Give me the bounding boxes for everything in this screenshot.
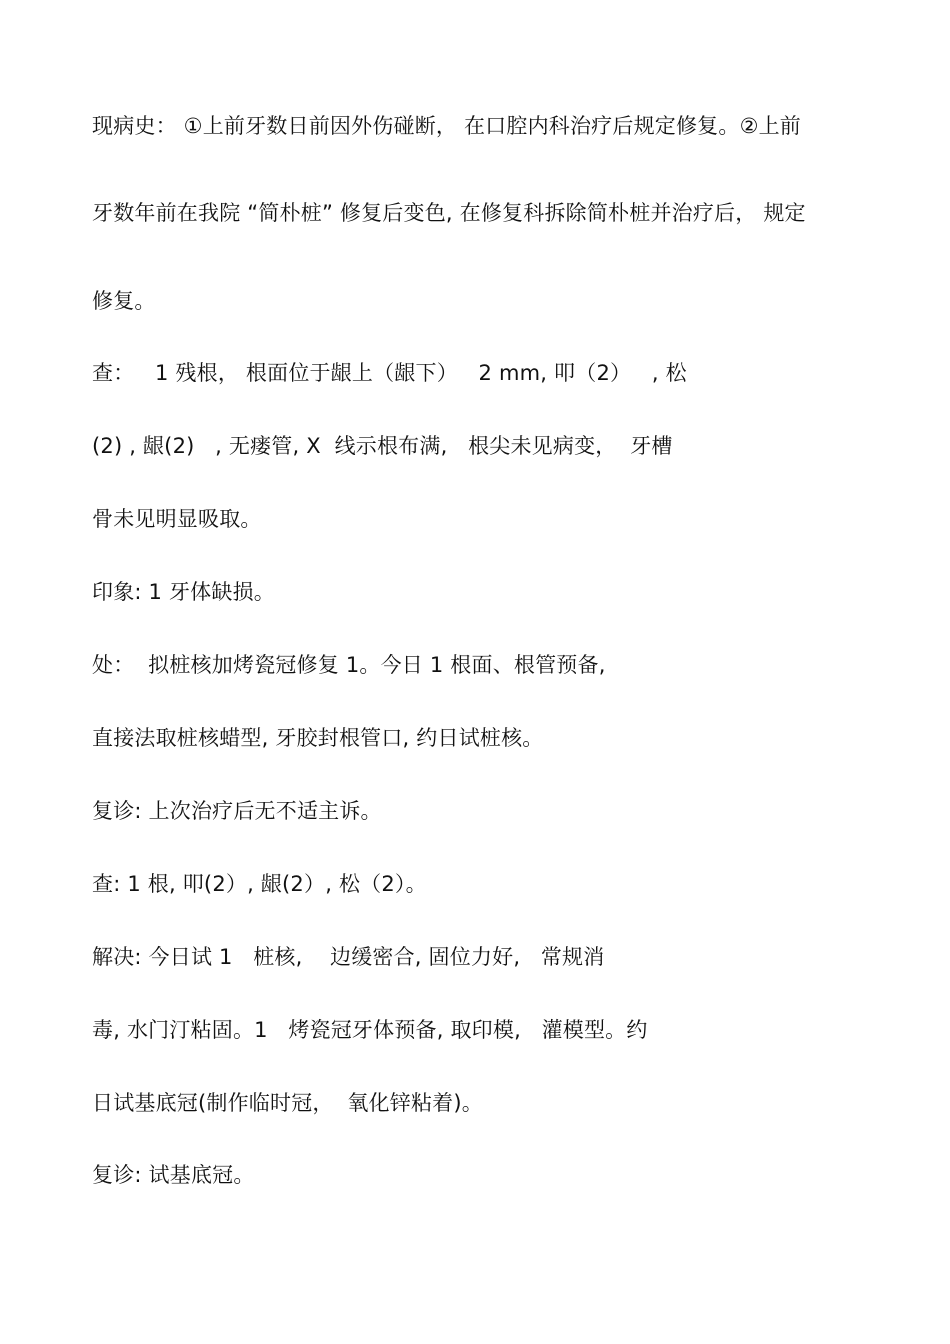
text-line: 骨未见明显吸取。	[92, 507, 262, 531]
text-line: 修复。	[92, 289, 156, 313]
text-line: 牙数年前在我院 “简朴桩” 修复后变色, 在修复科拆除简朴桩并治疗后， 规定	[92, 201, 806, 225]
text-line-follow-up: 复诊: 上次治疗后无不适主诉。	[92, 799, 382, 823]
text-line: 日试基底冠(制作临时冠， 氧化锌粘着)。	[92, 1091, 483, 1115]
text-line-impression: 印象: 1 牙体缺损。	[92, 580, 275, 604]
text-line-follow-up: 复诊: 试基底冠。	[92, 1163, 255, 1187]
text-line-examination: 查： 1 残根， 根面位于龈上（龈下） 2 mm, 叩（2） , 松	[92, 361, 687, 385]
text-line-present-history: 现病史： ①上前牙数日前因外伤碰断， 在口腔内科治疗后规定修复。②上前	[92, 114, 801, 138]
text-line-examination: 查: 1 根, 叩(2）, 龈(2）, 松（2）。	[92, 872, 427, 896]
text-line: 直接法取桩核蜡型, 牙胶封根管口, 约日试桩核。	[92, 726, 544, 750]
text-line-treatment: 处： 拟桩核加烤瓷冠修复 1。今日 1 根面、根管预备,	[92, 653, 606, 677]
text-line: 毒, 水门汀粘固。1 烤瓷冠牙体预备, 取印模, 灌模型。约	[92, 1018, 648, 1042]
text-line: (2) , 龈(2) , 无瘘管, X 线示根布满, 根尖未见病变， 牙槽	[92, 434, 673, 458]
text-line-resolution: 解决: 今日试 1 桩核, 边缓密合, 固位力好, 常规消	[92, 945, 605, 969]
